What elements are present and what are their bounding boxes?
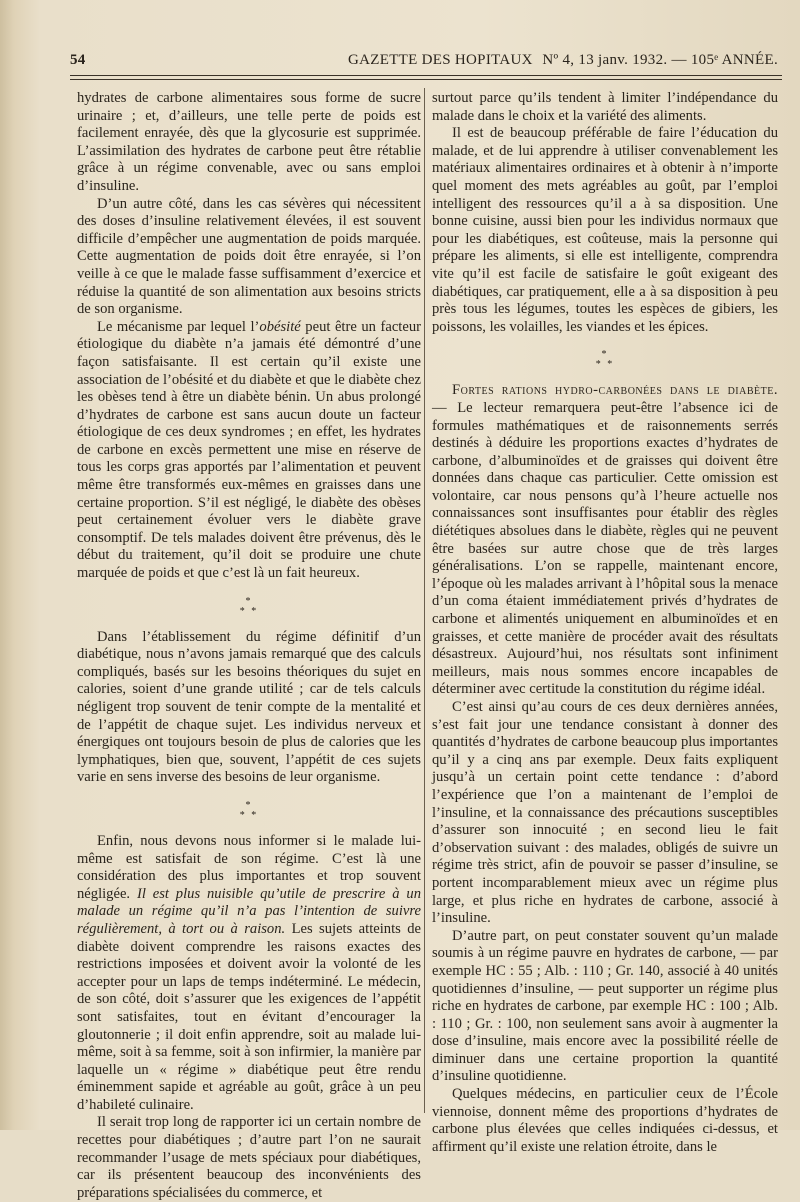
header-rule-thick [70,75,782,76]
header-rule-thin [70,79,782,80]
paragraph: C’est ainsi qu’au cours de ces deux dernières années, s’est fait jour une tendance consistant à donner des quantités d’hydrates de carbone beaucoup plus importantes qu’il y a cinq ans par exemple. Deux faits expliquent jusqu’à un certain point cette tendance : d’abord l’expérience que l’on a maintenant de l’emploi de l’insuline, et la connaissance des précautions susceptibles d’assurer son innocuité ; en second lieu le fait d’observation suivant : des malades, obligés de suivre un régime très strict, afin de pouvoir se passer d’insuline, se portent incomparablement mieux avec un régime plus large, et plus riche en hydrates de carbone, associé à l’insuline. [432,699,778,927]
paragraph: Fortes rations hydro-carbonées dans le diabète. — Le lecteur remarquera peut-être l’absence ici de formules mathématiques et de raisonnements serrés destinés à déduire les proportions exactes d’hydrates de carbone, d’albuminoïdes et de graisses qui doivent être données dans chaque cas particulier. Cette omission est volontaire, car nous pensons qu’à l’heure actuelle nos connaissances sont insuffisantes pour établir des règles diététiques absolues dans le diabète, règles qui ne peuvent être basées sur autre chose que de très larges généralisations. L’on se rappelle, maintenant encore, l’époque où les malades arrivant à l’hôpital sous la menace d’un coma étaient immédiatement privés d’hydrates de carbone et alimentés uniquement en albuminoïdes et en graisses, et cette manière de procéder avait des résultats désastreux. Aujourd’hui, nos résultats sont infiniment meilleurs, mais nous sommes encore incapables de déterminer avec certitude la constitution du régime idéal. [432,382,778,698]
paragraph: Il est de beaucoup préférable de faire l’éducation du malade, et de lui apprendre à utiliser convenablement les matériaux alimentaires ordinaires et à obtenir à n’importe quel moment des mets agréables au goût, par l’emploi intelligent des ressources qu’il a à sa disposition. Une bonne cuisine, aussi bien pour les individus normaux que pour les diabétiques, est coûteuse, mais la personne qui prépare les aliments, si elle est intelligente, comprendra vite qu’il est facile de satisfaire le goût exigeant des diabétiques, car pratiquement, elle a à sa disposition à peu près tous les légumes, toutes les espèces de gibiers, les poissons, les volailles, les viandes et les épices. [432,125,778,335]
paragraph: Dans l’établissement du régime définitif d’un diabétique, nous n’avons jamais remarqué que des calculs compliqués, basés sur les besoins théoriques du sujet en calories, soient d’une grande utilité ; car de tels calculs négligent trop souvent de tenir compte de la mentalité et de l’appétit de chaque sujet. Les individus nerveux et énergiques ont toujours besoin de plus de calories que les lymphatiques, bien que, souvent, l’appétit de ces sujets varie en sens inverse des besoins de leur organisme. [77,628,421,786]
page-number: 54 [70,52,86,68]
paragraph: Le mécanisme par lequel l’obésité peut être un facteur étiologique du diabète n’a jamais été démontré d’une façon satisfaisante. Il est certain qu’il existe une association de l’obésité et du diabète et que le diabète chez les obèses tend à être un diabète bénin. Un abus prolongé d’hydrates de carbone est sans aucun doute un facteur étiologique de ces deux syndromes ; en effet, les hydrates de carbone en excès permettent une mise en réserve de tous les corps gras apportés par l’alimentation et peuvent même être transformés eux-mêmes en graisses dans une certaine proportion. S’il est négligé, le diabète des obèses peut certainement évoluer vers le diabète grave consomptif. De tels malades doivent être prévenus, dès le début du traitement, qu’il doit se produire une chute marquée de poids et que c’est là un fait heureux. [77,318,421,582]
issue-info: Nº 4, 13 janv. 1932. — 105ᵉ ANNÉE. [542,52,778,68]
section-asterism: * * * [239,799,259,821]
section-heading: Fortes rations hydro-carbonées dans le diabète. [452,382,778,399]
paragraph: D’autre part, on peut constater souvent qu’un malade soumis à un régime pauvre en hydrates de carbone, — par exemple HC : 55 ; Alb. : 110 ; Gr. 140, associé à 40 unités quotidiennes d’insuline, — peut supporter un régime plus riche en hydrates de carbone, par exemple HC : 100 ; Alb. : 110 ; Gr. : 100, non seulement sans avoir à augmenter la dose d’insuline, mais encore avec la possibilité réelle de diminuer dans une certaine proportion la quantité d’insuline quotidienne. [432,927,778,1085]
paragraph: D’un autre côté, dans les cas sévères qui nécessitent des doses d’insuline relativement élevées, il est souvent difficile d’empêcher une augmentation de poids marquée. Cette augmentation de poids doit être enrayée, si l’on veille à ce que le malade fasse suffisamment d’exercice et réduise la quantité de son alimentation aux besoins stricts de son organisme. [77,195,421,318]
page-header [70,48,782,74]
column-divider [424,88,425,1113]
section-asterism: * * * [595,349,615,371]
left-column [77,90,421,1202]
section-asterism: * * * [239,595,259,617]
paragraph: Il serait trop long de rapporter ici un certain nombre de recettes pour diabétiques ; d’autre part l’on ne saurait recommander l’usage de mets spéciaux pour diabétiques, car ils présentent beaucoup des inconvénients des préparations spécialisées du commerce, et [77,1114,421,1201]
paragraph: hydrates de carbone alimentaires sous forme de sucre urinaire ; et, d’ailleurs, une telle perte de poids est facilement enrayée, dès que la glycosurie est supprimée. L’assimilation des hydrates de carbone peut être rétablie grâce à un régime convenable, avec ou sans emploi d’insuline. [77,90,421,194]
emphasis: obésité [259,318,301,335]
paragraph: Enfin, nous devons nous informer si le malade lui-même est satisfait de son régime. C’est là une considération des plus importantes et trop souvent négligée. Il est plus nuisible qu’utile de prescrire à un malade un régime qu’il n’a pas l’intention de suivre régulièrement, à tort ou à raison. Les sujets atteints de diabète doivent comprendre les raisons exactes des restrictions imposées et doivent avoir la volonté de les accepter pour un laps de temps indéterminé. Le médecin, de son côté, doit s’assurer que les exigences de l’appétit sont satisfaites, tout en évitant d’encourager la gloutonnerie ; il doit enfin apprendre, soit au malade lui-même, soit à sa femme, soit à son infirmier, la manière par laquelle un « régime » diabétique peut être rendu éminemment sapide et agréable au goût, grâce à un peu d’habileté culinaire. [77,832,422,1113]
paragraph: Quelques médecins, en particulier ceux de l’École viennoise, donnent même des proportions d’hydrates de carbone plus élevées que celles indiquées ci-dessus, et affirment qu’il existe une relation étroite, dans le [432,1086,778,1155]
emphasis: Il est plus nuisible qu’utile de prescrire à un malade un régime qu’il n’a pas l’intention de suivre régulièrement, à tort ou à raison. [77,885,422,937]
right-column [432,90,778,1156]
journal-title: GAZETTE DES HOPITAUX [348,52,533,68]
paragraph: surtout parce qu’ils tendent à limiter l’indépendance du malade dans le choix et la variété des aliments. [432,90,778,124]
